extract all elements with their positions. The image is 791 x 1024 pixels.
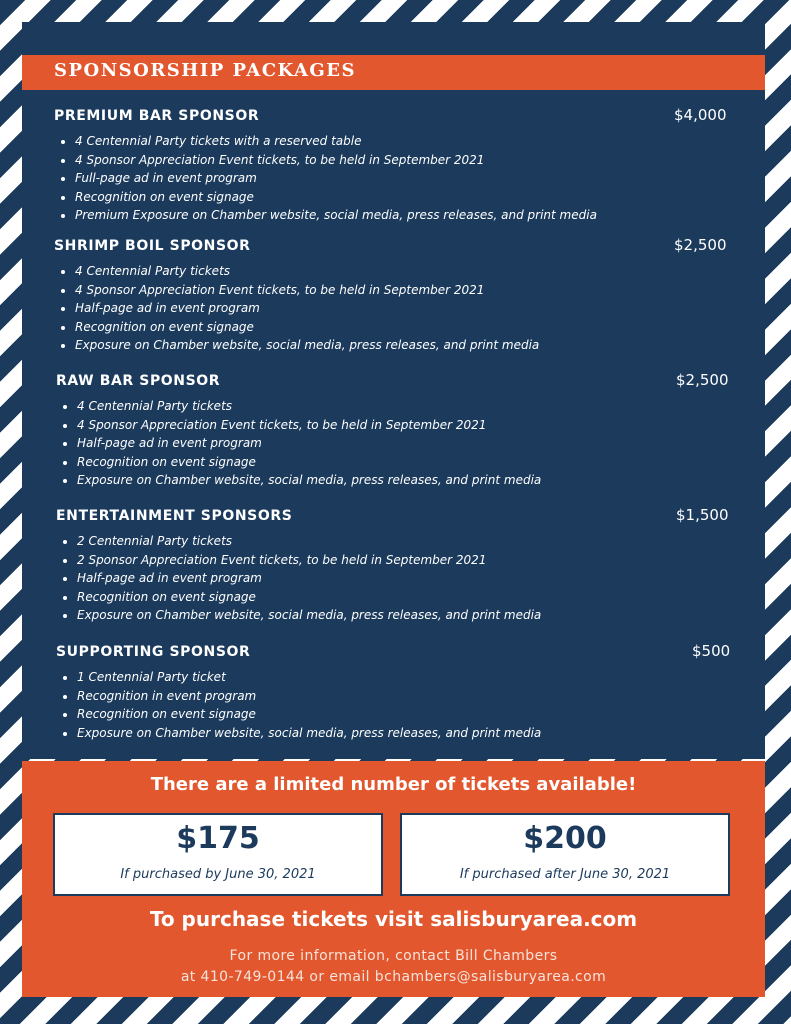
list-item: • 4 Centennial Party tickets with a reserved table: [75, 132, 597, 151]
benefit-list: [57, 262, 539, 355]
early-ticket-card: [53, 813, 383, 896]
header-banner: [22, 55, 765, 90]
list-item: • 4 Centennial Party tickets: [77, 397, 541, 416]
package-name: PREMIUM BAR SPONSOR: [54, 108, 260, 124]
contact-info: [22, 946, 765, 988]
ticket-section: [22, 761, 765, 997]
package-price: $1,500: [676, 506, 729, 524]
list-item: • 4 Sponsor Appreciation Event tickets, to be held in September 2021: [75, 151, 597, 170]
late-ticket-card: [400, 813, 730, 896]
list-item: • Premium Exposure on Chamber website, social media, press releases, and print media: [75, 206, 597, 225]
list-item: • Exposure on Chamber website, social media, press releases, and print media: [77, 724, 541, 743]
benefit-list: [59, 532, 541, 625]
early-ticket-note: If purchased by June 30, 2021: [120, 867, 316, 882]
list-item: • 1 Centennial Party ticket: [77, 668, 541, 687]
benefit-list: [59, 668, 541, 742]
list-item: • Recognition on event signage: [75, 188, 597, 207]
list-item: • Recognition on event signage: [75, 318, 539, 337]
package-price: $2,500: [674, 236, 727, 254]
late-ticket-price: $200: [523, 821, 607, 856]
list-item: • Exposure on Chamber website, social media, press releases, and print media: [77, 606, 541, 625]
package-price: $4,000: [674, 106, 727, 124]
list-item: • 2 Centennial Party tickets: [77, 532, 541, 551]
package-name: SHRIMP BOIL SPONSOR: [54, 238, 251, 254]
list-item: • Recognition in event program: [77, 687, 541, 706]
list-item: • Half-page ad in event program: [77, 569, 541, 588]
list-item: • Exposure on Chamber website, social media, press releases, and print media: [77, 471, 541, 490]
list-item: • Full-page ad in event program: [75, 169, 597, 188]
list-item: • Half-page ad in event program: [77, 434, 541, 453]
benefit-list: [57, 132, 597, 225]
list-item: • Recognition on event signage: [77, 588, 541, 607]
late-ticket-note: If purchased after June 30, 2021: [459, 867, 671, 882]
package-name: RAW BAR SPONSOR: [56, 373, 221, 389]
early-ticket-price: $175: [176, 821, 260, 856]
list-item: • 4 Sponsor Appreciation Event tickets, to be held in September 2021: [77, 416, 541, 435]
limited-tickets-headline: There are a limited number of tickets available!: [150, 774, 637, 795]
page-title: SPONSORSHIP PACKAGES: [54, 60, 357, 81]
contact-line: For more information, contact Bill Chambers: [229, 948, 558, 964]
list-item: • Half-page ad in event program: [75, 299, 539, 318]
contact-email-line[interactable]: at 410-749-0144 or email bchambers@salisburyarea.com: [180, 969, 607, 985]
package-name: ENTERTAINMENT SPONSORS: [56, 508, 293, 524]
list-item: • Recognition on event signage: [77, 453, 541, 472]
list-item: • Exposure on Chamber website, social media, press releases, and print media: [75, 336, 539, 355]
list-item: • 2 Sponsor Appreciation Event tickets, to be held in September 2021: [77, 551, 541, 570]
list-item: • 4 Sponsor Appreciation Event tickets, to be held in September 2021: [75, 281, 539, 300]
package-price: $2,500: [676, 371, 729, 389]
list-item: • 4 Centennial Party tickets: [75, 262, 539, 281]
benefit-list: [59, 397, 541, 490]
package-name: SUPPORTING SPONSOR: [56, 644, 251, 660]
package-price: $500: [692, 642, 731, 660]
purchase-link[interactable]: To purchase tickets visit salisburyarea.com: [149, 907, 638, 931]
list-item: • Recognition on event signage: [77, 705, 541, 724]
